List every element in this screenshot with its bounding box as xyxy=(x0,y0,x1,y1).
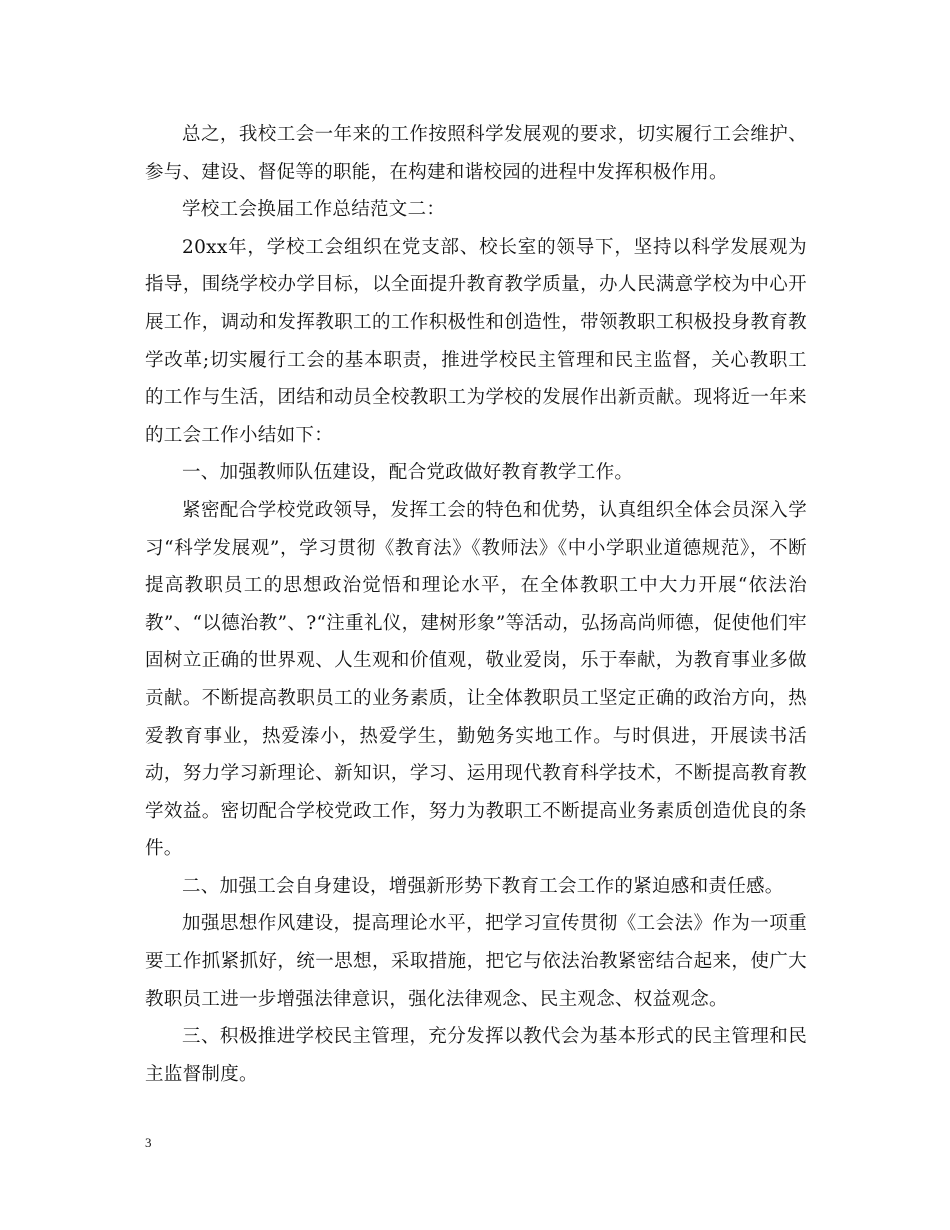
paragraph-heading-sample-two: 学校工会换届工作总结范文二： xyxy=(182,199,446,221)
page-number: 3 xyxy=(145,1135,152,1150)
paragraph-section-one: 紧密配合学校党政领导，发挥工会的特色和优势，认真组织全体会员深入学习“科学发展观”，学习贯彻《教育法》《教师法》《中小学职业道德规范》，不断提高教职员工的思想政治觉悟和理论水平，在全体教职工中大力开展“依法治教”、“以德治教”、?“注重礼仪，建树形象”等活动，弘扬高尚师德，促使他们牢固树立正确的世界观、人生观和价值观，敬业爱岗，乐于奉献，为教育事业多做贡献。不断提高教职员工的业务素质，让全体教职员工坚定正确的政治方向，热爱教育事业，热爱溱小，热爱学生，勤勉务实地工作。与时俱进，开展读书活动，努力学习新理论、新知识，学习、运用现代教育科学技术，不断提高教育教学效益。密切配合学校党政工作，努力为教职工不断提高业务素质创造优良的条件。 xyxy=(145,499,807,860)
paragraph-summary: 总之，我校工会一年来的工作按照科学发展观的要求，切实履行工会维护、参与、建设、督促等的职能，在构建和谐校园的进程中发挥积极作用。 xyxy=(145,124,807,183)
section-heading-one: 一、加强教师队伍建设，配合党政做好教育教学工作。 xyxy=(182,462,634,484)
section-heading-three: 三、积极推进学校民主管理，充分发挥以教代会为基本形式的民主管理和民主监督制度。 xyxy=(145,1026,807,1085)
paragraph-intro: 20xx年，学校工会组织在党支部、校长室的领导下，坚持以科学发展观为指导，围绕学校办学目标，以全面提升教育教学质量，办人民满意学校为中心开展工作，调动和发挥教职工的工作积极性和创造性，带领教职工积极投身教育教学改革;切实履行工会的基本职责，推进学校民主管理和民主监督，关心教职工的工作与生活，团结和动员全校教职工为学校的发展作出新贡献。现将近一年来的工会工作小结如下： xyxy=(145,236,807,446)
section-heading-two: 二、加强工会自身建设，增强新形势下教育工会工作的紧迫感和责任感。 xyxy=(182,875,784,897)
document-body xyxy=(145,116,807,1093)
paragraph-section-two: 加强思想作风建设，提高理论水平，把学习宣传贯彻《工会法》作为一项重要工作抓紧抓好，统一思想，采取措施，把它与依法治教紧密结合起来，使广大教职员工进一步增强法律意识，强化法律观念、民主观念、权益观念。 xyxy=(145,913,807,1010)
